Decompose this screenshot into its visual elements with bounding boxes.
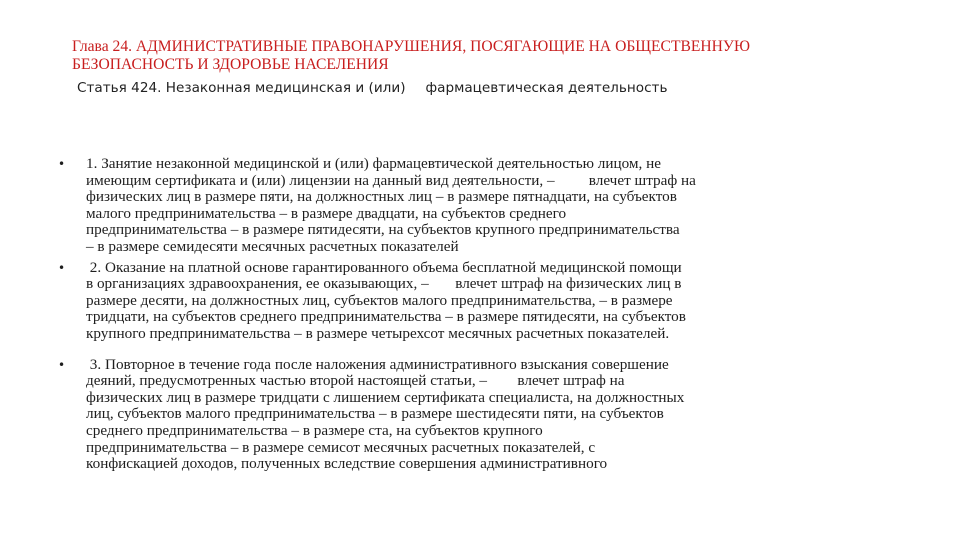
point-1-line-5: предпринимательства – в размере пятидесяти, на субъектов крупного предпринимательства [86, 221, 680, 239]
bullet: • [58, 357, 66, 372]
point-3-line-4: лиц, субъектов малого предпринимательства – в размере шестидесяти пяти, на субъектов [86, 405, 664, 423]
point-2-line-1: 2. Оказание на платной основе гарантированного объема бесплатной медицинской помощи [86, 258, 682, 276]
point-1-line-2: имеющим сертификата и (или) лицензии на данный вид деятельности, – влечет штраф на [86, 171, 696, 189]
point-2-line-5: крупного предпринимательства – в размере четырехсот месячных расчетных показателей. [86, 324, 670, 342]
point-3-line-2: деяний, предусмотренных частью второй настоящей статьи, – влечет штраф на [86, 372, 625, 390]
article-points-list [58, 156, 888, 477]
point-1 [58, 156, 888, 256]
chapter-title: Глава 24. АДМИНИСТРАТИВНЫЕ ПРАВОНАРУШЕНИЯ, ПОСЯГАЮЩИЕ НА ОБЩЕСТВЕННУЮ БЕЗОПАСНОСТЬ И ЗДОРОВЬЕ НАСЕЛЕНИЯ [72, 38, 750, 73]
point-1-line-4: малого предпринимательства – в размере двадцати, на субъектов среднего [86, 204, 567, 222]
point-2-line-3: размере десяти, на должностных лиц, субъектов малого предпринимательства, – в размере [86, 291, 673, 309]
bullet: • [58, 260, 66, 275]
point-3-line-1: 3. Повторное в течение года после наложения административного взыскания совершение [86, 355, 669, 373]
article-title-part2: фармацевтическая деятельность [425, 80, 668, 96]
point-3 [58, 357, 888, 473]
point-2 [58, 260, 888, 343]
point-2-line-4: тридцати, на субъектов среднего предпринимательства – в размере пятидесяти, на субъектов [86, 308, 686, 326]
point-3-line-7: конфискацией доходов, полученных вследствие совершения административного [86, 455, 608, 473]
point-2-line-2: в организациях здравоохранения, ее оказывающих, – влечет штраф на физических лиц в [86, 275, 682, 293]
article-title [77, 80, 897, 97]
point-3-line-3: физических лиц в размере тридцати с лишением сертификата специалиста, на должностных [86, 388, 685, 406]
point-1-line-1: 1. Занятие незаконной медицинской и (или) фармацевтической деятельностью лицом, не [86, 155, 661, 172]
point-3-line-6: предпринимательства – в размере семисот месячных расчетных показателей, с [86, 438, 596, 456]
article-title-part1: Статья 424. Незаконная медицинская и (или) [77, 80, 406, 96]
point-1-line-3: физических лиц в размере пяти, на должностных лиц – в размере пятнадцати, на субъектов [86, 188, 677, 206]
point-3-line-5: среднего предпринимательства – в размере ста, на субъектов крупного [86, 421, 543, 439]
point-1-line-6: – в размере семидесяти месячных расчетных показателей [86, 237, 459, 255]
bullet: • [58, 157, 66, 171]
